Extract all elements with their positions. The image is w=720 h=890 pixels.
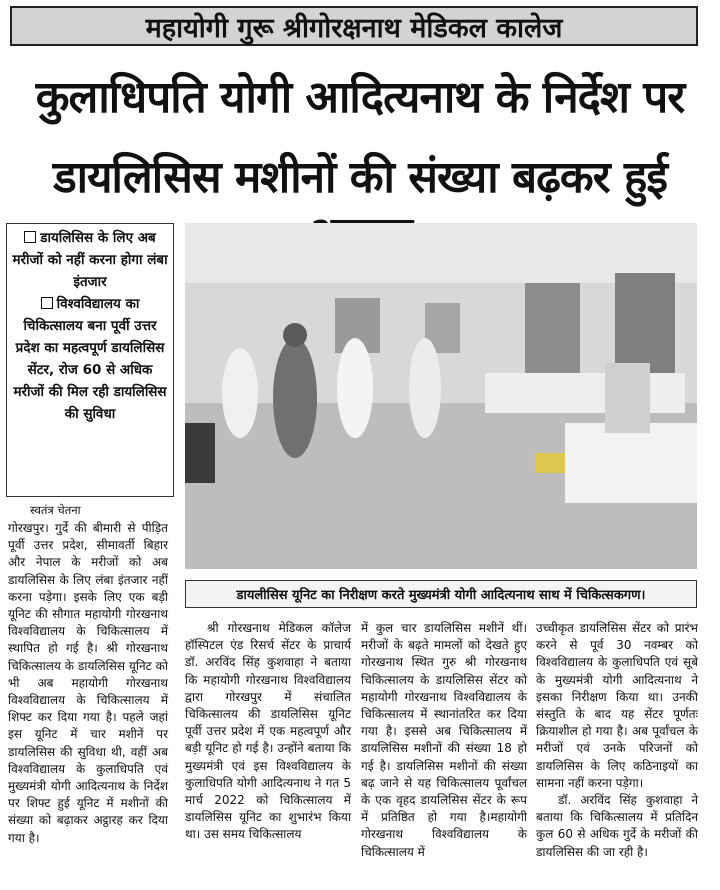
highlight-point-2: विश्वविद्यालय का चिकित्सालय बना पूर्वी उत्तर प्रदेश का महत्वपूर्ण डायलिसिस सेंटर, रोज 60 से अधिक मरीजों की मिल रही डायलिसिस की सुविधा — [13, 296, 167, 422]
headline-line-2: डायलिसिस मशीनों की संख्या बढ़कर हुई — [53, 152, 667, 203]
dialysis-ward-photo — [185, 223, 697, 569]
column-2-text: श्री गोरखनाथ मेडिकल कॉलेज हॉस्पिटल एंड रिसर्च सेंटर के प्राचार्य डॉ. अरविंद सिंह कुशवाहा ने बताया कि महायोगी गोरखनाथ विश्वविद्यालय द्वारा गोरखपुर में संचालित चिकित्सालय की डायलिसिस यूनिट पूर्वी उत्तर प्रदेश में एक महत्वपूर्ण और बड़ी यूनिट हो गई है। उन्होंने बताया कि मुख्यमंत्री एवं इस विश्वविद्यालय के कुलाधिपति योगी आदित्यनाथ ने गत 5 मार्च 2022 को चिकित्सालय में डायलिसिस यूनिट का शुभारंभ किया था। उस समय चिकित्सालय — [185, 621, 351, 842]
column-3-text: में कुल चार डायलिसिस मशीनें थीं। मरीजों के बढ़ते मामलों को देखते हुए गोरखनाथ स्थित गुरु श्री गोरखनाथ चिकित्सालय के डायलिसिस सेंटर को महायोगी गोरखनाथ विश्वविद्यालय के चिकित्सालय में स्थानांतरित कर दिया गया है। इससे अब चिकित्सालय में डायलिसिस मशीनों की संख्या 18 हो गई है। डायलिसिस मशीनों की संख्या बढ़ जाने से यह चिकित्सालय पूर्वांचल के एक वृहद डायलिसिस सेंटर के रूप में प्रतिष्ठित हो गया है।महायोगी गोरखनाथ विश्वविद्यालय के चिकित्सालय में — [361, 621, 527, 859]
column-4-text-b: डॉ. अरविंद सिंह कुशवाहा ने बताया कि चिकित्सालय में प्रतिदिन कुल 60 से अधिक गुर्दे के मरीजों की डायलिसिस की जा रही है। — [536, 793, 698, 859]
article-column-1 — [8, 520, 168, 847]
checkbox-icon — [24, 231, 36, 243]
article-column-4 — [536, 620, 698, 861]
headline-line-1: कुलाधिपति योगी आदित्यनाथ के निर्देश पर — [35, 72, 685, 123]
photo-caption: डायलीसिस यूनिट का निरीक्षण करते मुख्यमंत्री योगी आदित्यनाथ साथ में चिकित्सकगण। — [185, 580, 697, 608]
article-column-3 — [361, 620, 527, 861]
news-photo — [185, 223, 697, 569]
column-1-text: गोरखपुर। गुर्दे की बीमारी से पीड़ित पूर्वी उत्तर प्रदेश, सीमावर्ती बिहार और नेपाल के मरीजों को अब डायलिसिस के लिए लंबा इंतजार नहीं करना पड़ेगा। इसके लिए एक बड़ी यूनिट की सौगात महायोगी गोरखनाथ विश्वविद्यालय के चिकित्सालय में स्थापित हो गई है। श्री गोरखनाथ चिकित्सालय के डायलिसिस यूनिट को भी अब महायोगी गोरखनाथ विश्वविद्यालय के चिकित्सालय में शिफ्ट कर दिया गया है। पहले जहां इस यूनिट में चार मशीनें पर डायलिसिस की सुविधा थी, वहीं अब विश्वविद्यालय के कुलाधिपति एवं मुख्यमंत्री योगी आदित्यनाथ के निर्देश पर शिफ्ट हुई यूनिट में मशीनों की संख्या को बढ़ाकर अट्ठारह कर दिया गया है। — [8, 521, 168, 845]
highlight-point-1: डायलिसिस के लिए अब मरीजों को नहीं करना होगा लंबा इंतजार — [12, 230, 168, 290]
article-column-2 — [185, 620, 351, 844]
column-4-text-a: उच्चीकृत डायलिसिस सेंटर को प्रारंभ करने से पूर्व 30 नवम्बर को विश्वविद्यालय के कुलाधिपति एवं सूबे के मुख्यमंत्री योगी आदित्यनाथ ने इसका निरीक्षण किया था। उनकी संस्तुति के बाद यह सेंटर पूर्णतः क्रियाशील हो गया है। अब पूर्वांचल के मरीजों एवं उनके परिजनों को डायलिसिस के लिए कठिनाइयों का सामना नहीं करना पड़ेगा। — [536, 621, 698, 790]
banner-title: महायोगी गुरू श्रीगोरक्षनाथ मेडिकल कालेज — [145, 12, 563, 44]
byline: स्वतंत्र चेतना — [30, 503, 81, 517]
checkbox-icon — [41, 297, 53, 309]
masthead-banner — [10, 6, 698, 46]
highlights-box — [6, 223, 174, 497]
